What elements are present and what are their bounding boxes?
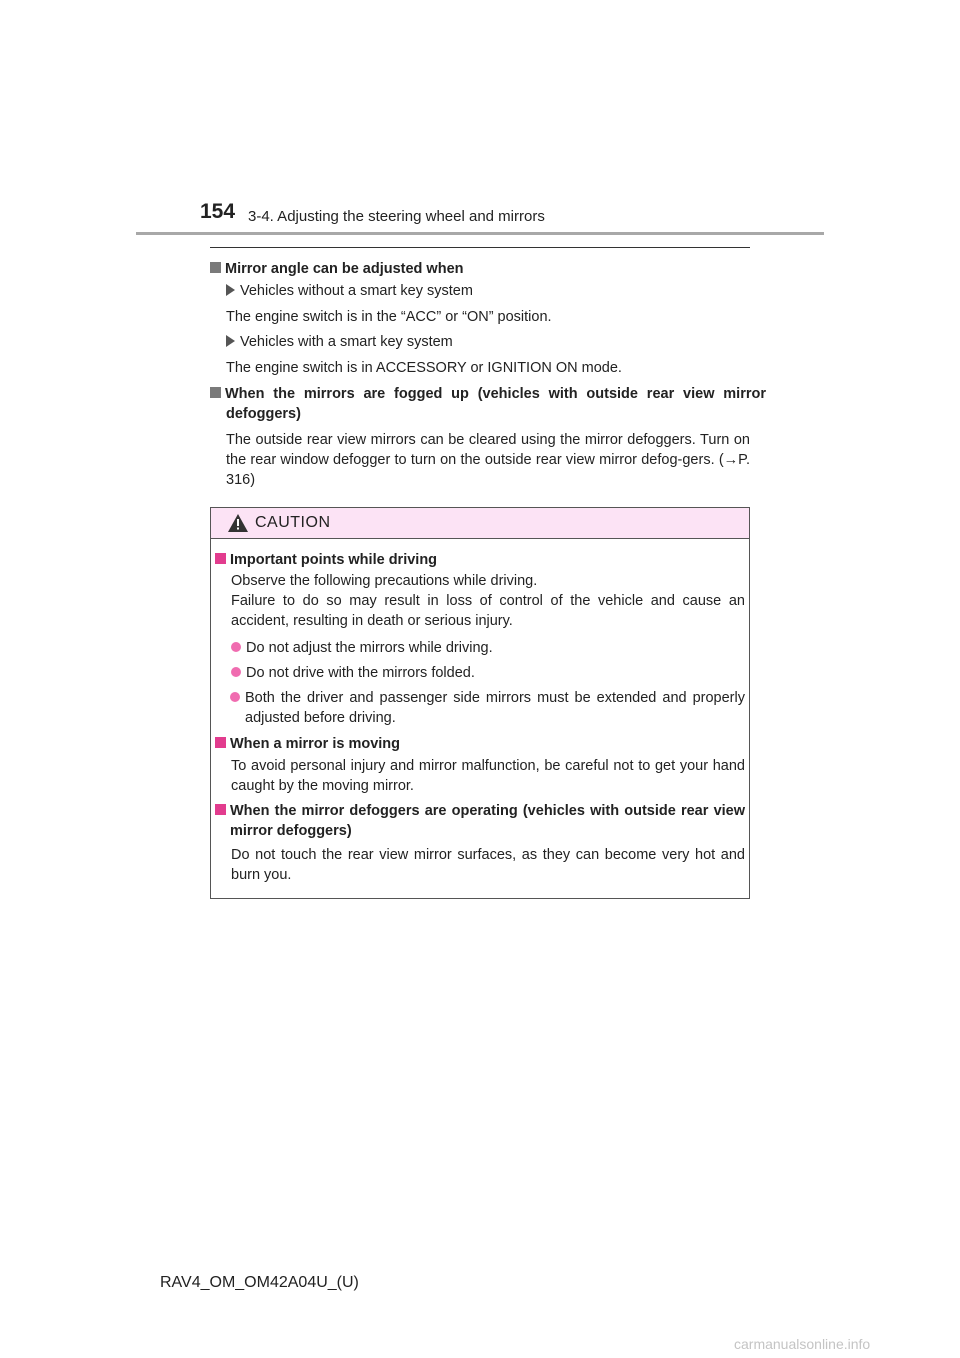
case-label: Vehicles without a smart key system (240, 283, 473, 299)
caution-heading-moving (215, 734, 745, 754)
section-heading-mirror-angle (210, 259, 750, 279)
square-bullet-icon (210, 387, 221, 398)
defogger-text: The outside rear view mirrors can be cleared using the mirror defoggers. Turn on the rear window defogger to turn on the outside rear view mirror defog-gers. (→P. 316) (226, 432, 750, 488)
square-bullet-icon (210, 262, 221, 273)
section-heading-fogged (210, 384, 766, 424)
caution-precautions-line: Observe the following precautions while driving. (231, 573, 538, 589)
case-no-smart-key (210, 281, 766, 301)
case-smart-key (210, 332, 766, 352)
heading-text: Important points while driving (230, 552, 438, 568)
bullet-text: Do not drive with the mirrors folded. (246, 665, 475, 681)
square-bullet-icon (215, 804, 226, 815)
watermark: carmanualsonline.info (734, 1336, 871, 1352)
heading-text: When the mirrors are fogged up (vehicles with outside rear view mirror defoggers) (225, 386, 766, 422)
caution-bullet-folded (215, 663, 761, 683)
heading-text: When the mirror defoggers are operating (vehicles with outside rear view mirror defoggers) (230, 803, 745, 839)
bullet-text: Both the driver and passenger side mirrors must be extended and properly adjusted before driving. (245, 690, 745, 726)
caution-bullet-extended (215, 688, 745, 728)
caution-header (211, 508, 749, 539)
caution-box (210, 507, 750, 899)
square-bullet-icon (215, 553, 226, 564)
square-bullet-icon (215, 737, 226, 748)
bullet-text: Do not adjust the mirrors while driving. (246, 640, 493, 656)
caution-defoggers-text: Do not touch the rear view mirror surfaces, as they can become very hot and burn you. (231, 847, 745, 883)
section-title: 3-4. Adjusting the steering wheel and mirrors (248, 208, 545, 225)
content-rule (210, 247, 750, 248)
text-acc-on: The engine switch is in the “ACC” or “ON” position. (226, 309, 552, 325)
caution-failure-text: Failure to do so may result in loss of control of the vehicle and cause an accident, resulting in death or serious injury. (231, 593, 745, 629)
caution-heading-driving (215, 550, 745, 570)
caution-label: CAUTION (255, 514, 331, 531)
caution-heading-defoggers (215, 801, 745, 841)
circle-bullet-icon (231, 642, 241, 652)
warning-triangle-icon (228, 514, 248, 532)
triangle-right-icon (226, 284, 235, 296)
caution-moving-text: To avoid personal injury and mirror malfunction, be careful not to get your hand caught by the moving mirror. (231, 758, 745, 794)
caution-bullet-adjust (215, 638, 761, 658)
triangle-right-icon (226, 335, 235, 347)
document-code: RAV4_OM_OM42A04U_(U) (160, 1274, 359, 1291)
page-number: 154 (200, 200, 236, 223)
case-label: Vehicles with a smart key system (240, 334, 453, 350)
header-rule (136, 232, 824, 235)
text-accessory-ignition: The engine switch is in ACCESSORY or IGNITION ON mode. (226, 360, 622, 376)
heading-text: When a mirror is moving (230, 736, 400, 752)
circle-bullet-icon (231, 667, 241, 677)
circle-bullet-icon (230, 692, 240, 702)
heading-text: Mirror angle can be adjusted when (225, 261, 464, 277)
